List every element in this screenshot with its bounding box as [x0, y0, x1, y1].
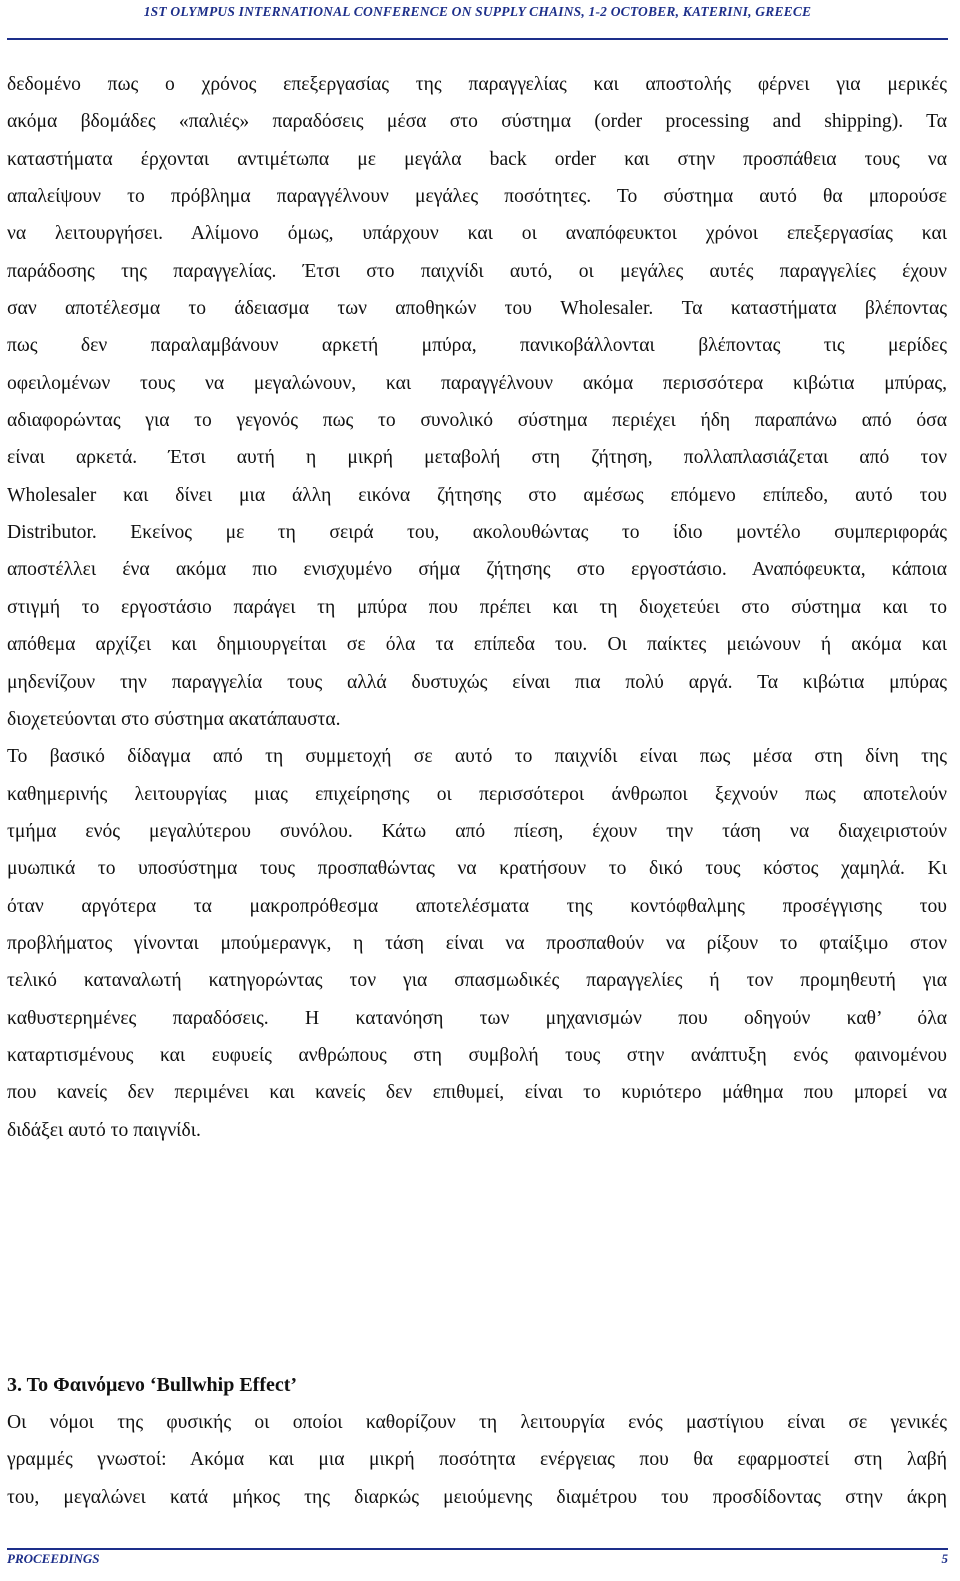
- footer-divider: [7, 1548, 948, 1550]
- page-number: 5: [941, 1551, 948, 1566]
- text-line: παράδοσης της παραγγελίας. Έτσι στο παιχνίδι αυτό, οι μεγάλες αυτές παραγγελίες έχουν: [7, 260, 947, 282]
- text-line: που κανείς δεν περιμένει και κανείς δεν επιθυμεί, είναι το κυριότερο μάθημα που μπορεί να: [7, 1082, 947, 1104]
- text-line: οφειλομένων τους να μεγαλώνουν, και παραγγέλνουν ακόμα περισσότερα κιβώτια μπύρας,: [7, 372, 947, 394]
- page-footer: [0, 1548, 960, 1581]
- text-line: καταστήματα έρχονται αντιμέτωπα με μεγάλα back order και στην προσπάθεια τους να: [7, 148, 947, 170]
- text-line: μηδενίζουν την παραγγελία τους αλλά δυστυχώς είναι πια πολύ αργά. Τα κιβώτια μπύρας: [7, 671, 947, 693]
- text-line: Distributor. Εκείνος με τη σειρά του, ακολουθώντας το ίδιο μοντέλο συμπεριφοράς: [7, 522, 947, 544]
- text-line: απόθεμα αρχίζει και δημιουργείται σε όλα τα επίπεδα του. Οι παίκτες μειώνουν ή ακόμα και: [7, 634, 947, 656]
- text-line: καταρτισμένους και ευφυείς ανθρώπους στη συμβολή τους στην ανάπτυξη ενός φαινομένου: [7, 1044, 947, 1066]
- conference-title: 1ST OLYMPUS INTERNATIONAL CONFERENCE ON SUPPLY CHAINS, 1-2 OCTOBER, KATERINI, GREECE: [143, 4, 812, 19]
- text-line: πως δεν παραλαμβάνουν αρκετή μπύρα, πανικοβάλλονται βλέποντας τις μερίδες: [7, 335, 947, 357]
- text-line: απαλείψουν το πρόβλημα παραγγέλνουν μεγάλες ποσότητες. Το σύστημα αυτό θα μπορούσε: [7, 186, 947, 208]
- text-line: τελικό καταναλωτή κατηγορώντας τον για σπασμωδικές παραγγελίες ή τον προμηθευτή για: [7, 970, 947, 992]
- text-line: τμήμα ενός μεγαλύτερου συνόλου. Κάτω από πίεση, έχουν την τάση να διαχειριστούν: [7, 820, 947, 842]
- text-line: δεδομένο πως ο χρόνος επεξεργασίας της παραγγελίας και αποστολής φέρνει για μερικές: [7, 74, 947, 95]
- text-line: Οι νόμοι της φυσικής οι οποίοι καθορίζουν τη λειτουργία ενός μαστίγιου είναι σε γενικές: [7, 1412, 947, 1433]
- body-text: [7, 66, 947, 1149]
- text-line: όταν αργότερα τα μακροπρόθεσμα αποτελέσματα της κοντόφθαλμης προσέγγισης του: [7, 895, 947, 917]
- text-line: είναι αρκετά. Έτσι αυτή η μικρή μεταβολή στη ζήτηση, πολλαπλασιάζεται από τον: [7, 447, 947, 469]
- section-heading: 3. Το Φαινόμενο ‘Bullwhip Effect’: [7, 1374, 298, 1396]
- text-line: διοχετεύονται στο σύστημα ακατάπαυστα.: [7, 708, 341, 730]
- text-line: Το βασικό δίδαγμα από τη συμμετοχή σε αυτό το παιχνίδι είναι πως μέσα στη δίνη της: [7, 746, 947, 768]
- text-line: διδάξει αυτό το παιγνίδι.: [7, 1119, 201, 1141]
- paragraph-1: [7, 66, 947, 738]
- text-line: στιγμή το εργοστάσιο παράγει τη μπύρα που πρέπει και τη διοχετεύει στο σύστημα και το: [7, 596, 947, 618]
- text-line: καθημερινής λειτουργίας μιας επιχείρησης οι περισσότεροι άνθρωποι ξεχνούν πως αποτελούν: [7, 783, 947, 805]
- text-line: Wholesaler και δίνει μια άλλη εικόνα ζήτησης στο αμέσως επόμενο επίπεδο, αυτό του: [7, 484, 947, 506]
- text-line: αδιαφορώντας για το γεγονός πως το συνολικό σύστημα περιέχει ήδη παραπάνω από όσα: [7, 410, 947, 432]
- text-line: προβλήματος γίνονται μπούμερανγκ, η τάση είναι να προσπαθούν να ρίξουν το φταίξιμο στον: [7, 932, 947, 954]
- text-line: καθυστερημένες παραδόσεις. Η κατανόηση των μηχανισμών που οδηγούν καθ’ όλα: [7, 1007, 947, 1029]
- header-divider: [7, 38, 948, 40]
- page-header: [0, 0, 960, 44]
- text-line: ακόμα βδομάδες «παλιές» παραδόσεις μέσα στο σύστημα (order processing and shipping). Τα: [7, 111, 947, 133]
- text-line: του, μεγαλώνει κατά μήκος της διαρκώς μειούμενης διαμέτρου του προσδίδοντας στην άκρη: [7, 1486, 947, 1508]
- section-body: [7, 1404, 947, 1516]
- paragraph-2: [7, 738, 947, 1149]
- text-line: αποστέλλει ένα ακόμα πιο ενισχυμένο σήμα ζήτησης στο εργοστάσιο. Αναπόφευκτα, κάποια: [7, 559, 947, 581]
- proceedings-label: PROCEEDINGS: [7, 1551, 100, 1566]
- text-line: σαν αποτέλεσμα το άδειασμα των αποθηκών του Wholesaler. Τα καταστήματα βλέποντας: [7, 298, 947, 320]
- text-line: να λειτουργήσει. Αλίμονο όμως, υπάρχουν και οι αναπόφευκτοι χρόνοι επεξεργασίας και: [7, 223, 947, 245]
- text-line: μυωπικά το υποσύστημα τους προσπαθώντας να κρατήσουν το δικό τους κόστος χαμηλά. Κι: [7, 858, 947, 880]
- text-line: γραμμές γνωστοί: Ακόμα και μια μικρή ποσότητα ενέργειας που θα εφαρμοστεί στη λαβή: [7, 1449, 947, 1471]
